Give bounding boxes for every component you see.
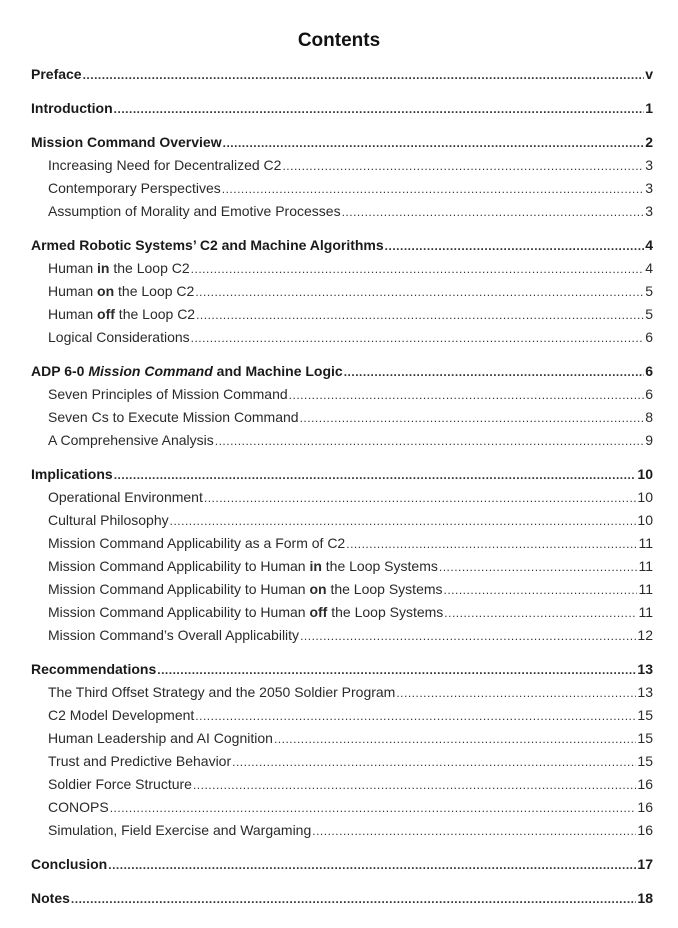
entry-title	[48, 625, 299, 645]
entry-text: and Machine Logic	[212, 363, 343, 379]
page-number: 6	[645, 329, 653, 345]
page-number: 5	[645, 283, 653, 299]
entry-text: Mission Command Applicability to Human	[48, 581, 310, 597]
toc-subsection-entry[interactable]	[48, 728, 653, 748]
dot-leader	[108, 855, 636, 875]
entry-text: C2 Model Development	[48, 707, 195, 723]
entry-text: Contemporary Perspectives	[48, 180, 221, 196]
entry-title	[31, 64, 82, 84]
dot-leader	[170, 511, 637, 531]
dot-leader	[191, 259, 645, 279]
dot-leader	[71, 889, 637, 909]
dot-leader	[289, 385, 645, 405]
entry-text: the Loop Systems	[326, 581, 443, 597]
toc-subsection-entry[interactable]	[48, 533, 653, 553]
entry-title	[48, 384, 288, 404]
toc-section-entry[interactable]	[31, 464, 653, 484]
entry-title	[31, 361, 343, 381]
dot-leader	[195, 706, 636, 726]
page-number: 15	[637, 707, 653, 723]
dot-leader	[83, 65, 645, 85]
emphasis-text: on	[309, 581, 327, 597]
toc-subsection-entry[interactable]	[48, 625, 653, 645]
page-number: 6	[645, 363, 653, 379]
toc-subsection-entry[interactable]	[48, 705, 653, 725]
dot-leader	[232, 752, 636, 772]
entry-title	[48, 407, 299, 427]
page-number: 6	[645, 386, 653, 402]
entry-text: Preface	[31, 66, 82, 82]
page-number: 10	[637, 466, 653, 482]
dot-leader	[204, 488, 637, 508]
entry-title	[48, 820, 311, 840]
entry-text: Mission Command Overview	[31, 134, 222, 150]
toc-subsection-entry[interactable]	[48, 281, 653, 301]
toc-subsection-entry[interactable]	[48, 774, 653, 794]
toc-subsection-entry[interactable]	[48, 682, 653, 702]
entry-text: Implications	[31, 466, 113, 482]
entry-text: Trust and Predictive Behavior	[48, 753, 232, 769]
page-number: 16	[637, 799, 653, 815]
page-number: 10	[637, 512, 653, 528]
page-number: 3	[645, 157, 653, 173]
entry-text: the Loop Systems	[321, 558, 438, 574]
entry-text: the Loop C2	[109, 260, 190, 276]
entry-title	[48, 155, 281, 175]
entry-title	[48, 201, 341, 221]
toc-subsection-entry[interactable]	[48, 258, 653, 278]
page-number: 4	[645, 260, 653, 276]
entry-text: Increasing Need for Decentralized C2	[48, 157, 282, 173]
entry-title	[48, 487, 203, 507]
entry-text: Seven Cs to Execute Mission Command	[48, 409, 299, 425]
italic-text: Mission Command	[88, 363, 213, 379]
entry-text: A Comprehensive Analysis	[48, 432, 214, 448]
entry-text: Mission Command’s Overall Applicability	[48, 627, 300, 643]
page-number: 3	[645, 180, 653, 196]
toc-section-entry[interactable]	[31, 888, 653, 908]
entry-text: Conclusion	[31, 856, 108, 872]
dot-leader	[193, 775, 636, 795]
toc-subsection-entry[interactable]	[48, 797, 653, 817]
page-number: 11	[638, 558, 653, 574]
entry-text: Seven Principles of Mission Command	[48, 386, 288, 402]
entry-title	[48, 705, 194, 725]
page-number: v	[645, 66, 653, 82]
dot-leader	[346, 534, 637, 554]
entry-title	[48, 281, 194, 301]
page-number: 18	[637, 890, 653, 906]
toc-subsection-entry[interactable]	[48, 487, 653, 507]
page-number: 1	[645, 100, 653, 116]
entry-text: Assumption of Morality and Emotive Processes	[48, 203, 341, 219]
entry-title	[48, 682, 395, 702]
entry-title	[48, 797, 109, 817]
emphasis-text: on	[97, 283, 115, 299]
entry-text: Human	[48, 306, 98, 322]
entry-title	[31, 659, 156, 679]
dot-leader	[114, 99, 645, 119]
dot-leader	[312, 821, 636, 841]
dot-leader	[342, 202, 645, 222]
page-title: Contents	[297, 30, 381, 51]
toc-section-entry[interactable]	[31, 132, 653, 152]
page-number: 15	[637, 730, 653, 746]
entry-title	[31, 98, 113, 118]
page-number: 4	[645, 237, 653, 253]
entry-text: Human	[48, 260, 98, 276]
dot-leader	[196, 305, 644, 325]
page-number: 10	[637, 489, 653, 505]
entry-title	[31, 235, 384, 255]
page-number: 9	[645, 432, 653, 448]
emphasis-text: in	[97, 260, 110, 276]
dot-leader	[396, 683, 636, 703]
entry-text: CONOPS	[48, 799, 109, 815]
dot-leader	[215, 431, 644, 451]
entry-title	[48, 774, 192, 794]
entry-title	[48, 327, 190, 347]
page-number: 3	[645, 203, 653, 219]
dot-leader	[157, 660, 636, 680]
page-number: 17	[637, 856, 653, 872]
dot-leader	[282, 156, 644, 176]
entry-text: Mission Command Applicability to Human	[48, 558, 310, 574]
entry-title	[48, 258, 190, 278]
entry-text: Human Leadership and AI Cognition	[48, 730, 273, 746]
page-number: 11	[638, 535, 653, 551]
entry-title	[48, 533, 345, 553]
toc-subsection-entry[interactable]	[48, 201, 653, 221]
toc-subsection-entry[interactable]	[48, 178, 653, 198]
toc-subsection-entry[interactable]	[48, 602, 653, 622]
dot-leader	[110, 798, 637, 818]
entry-text: Mission Command Applicability as a Form of C2	[48, 535, 346, 551]
page-number: 13	[637, 661, 653, 677]
dot-leader	[114, 465, 637, 485]
entry-title	[48, 556, 438, 576]
toc-subsection-entry[interactable]	[48, 510, 653, 530]
dot-leader	[222, 179, 644, 199]
entry-title	[31, 888, 70, 908]
toc-section-entry[interactable]	[31, 361, 653, 381]
dot-leader	[223, 133, 645, 153]
emphasis-text: off	[97, 306, 115, 322]
page-number: 15	[637, 753, 653, 769]
page-number: 5	[645, 306, 653, 322]
entry-text: ADP 6-0	[31, 363, 89, 379]
toc-subsection-entry[interactable]	[48, 304, 653, 324]
page-number: 16	[637, 822, 653, 838]
entry-text: Operational Environment	[48, 489, 203, 505]
page-number: 16	[637, 776, 653, 792]
toc-subsection-entry[interactable]	[48, 751, 653, 771]
toc-section-entry[interactable]	[31, 854, 653, 874]
entry-text: Notes	[31, 890, 70, 906]
toc-section-entry[interactable]	[31, 98, 653, 118]
dot-leader	[344, 362, 645, 382]
toc-subsection-entry[interactable]	[48, 155, 653, 175]
entry-text: the Loop Systems	[327, 604, 444, 620]
entry-title	[48, 178, 221, 198]
dot-leader	[300, 408, 645, 428]
dot-leader	[195, 282, 644, 302]
toc-subsection-entry[interactable]	[48, 407, 653, 427]
entry-text: Mission Command Applicability to Human	[48, 604, 310, 620]
dot-leader	[444, 580, 638, 600]
entry-title	[48, 751, 231, 771]
entry-text: Human	[48, 283, 98, 299]
entry-title	[31, 464, 113, 484]
page-number: 11	[638, 581, 653, 597]
dot-leader	[274, 729, 636, 749]
toc-subsection-entry[interactable]	[48, 579, 653, 599]
entry-title	[48, 304, 195, 324]
entry-text: the Loop C2	[114, 306, 196, 322]
toc-subsection-entry[interactable]	[48, 384, 653, 404]
page-number: 12	[637, 627, 653, 643]
page-number: 8	[645, 409, 653, 425]
entry-text: Soldier Force Structure	[48, 776, 192, 792]
entry-text: Recommendations	[31, 661, 157, 677]
toc-subsection-entry[interactable]	[48, 430, 653, 450]
entry-text: The Third Offset Strategy and the 2050 Soldier Program	[48, 684, 396, 700]
entry-text: Introduction	[31, 100, 113, 116]
entry-title	[31, 132, 222, 152]
page-number: 2	[645, 134, 653, 150]
toc-section-entry[interactable]	[31, 235, 653, 255]
entry-title	[48, 579, 443, 599]
entry-text: the Loop C2	[114, 283, 195, 299]
page-number: 13	[637, 684, 653, 700]
entry-text: Logical Considerations	[48, 329, 190, 345]
emphasis-text: in	[309, 558, 322, 574]
entry-text: Simulation, Field Exercise and Wargaming	[48, 822, 312, 838]
toc-section-entry[interactable]	[31, 64, 653, 84]
toc-subsection-entry[interactable]	[48, 556, 653, 576]
page-number: 11	[638, 604, 653, 620]
dot-leader	[300, 626, 636, 646]
toc-subsection-entry[interactable]	[48, 327, 653, 347]
entry-title	[48, 602, 443, 622]
entry-title	[48, 510, 169, 530]
entry-text: Armed Robotic Systems’ C2 and Machine Algorithms	[31, 237, 384, 253]
toc-section-entry[interactable]	[31, 659, 653, 679]
entry-title	[48, 430, 214, 450]
entry-text: Cultural Philosophy	[48, 512, 169, 528]
dot-leader	[439, 557, 638, 577]
entry-title	[31, 854, 107, 874]
dot-leader	[191, 328, 645, 348]
dot-leader	[385, 236, 645, 256]
emphasis-text: off	[309, 604, 328, 620]
dot-leader	[444, 603, 637, 623]
toc-subsection-entry[interactable]	[48, 820, 653, 840]
entry-title	[48, 728, 273, 748]
